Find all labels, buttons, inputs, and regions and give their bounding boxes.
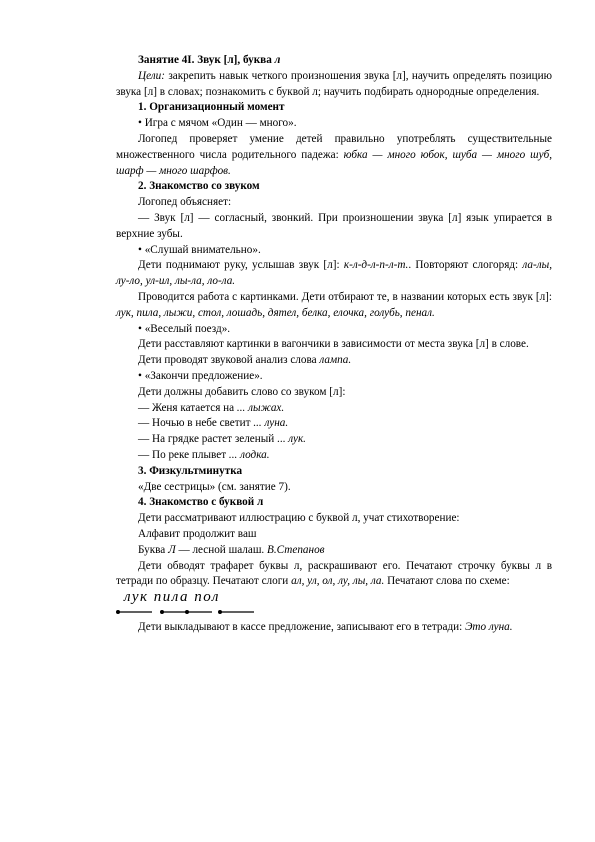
game-item: • «Слушай внимательно». bbox=[138, 243, 261, 256]
section-3-heading: 3. Физкультминутка bbox=[138, 464, 243, 477]
poem-line: Алфавит продолжит ваш bbox=[138, 527, 257, 540]
section-1-heading: 1. Организационный момент bbox=[138, 101, 285, 114]
list-item: — По реке плывет ... лодка. bbox=[138, 448, 270, 461]
scheme-words: лук пила пол bbox=[124, 589, 220, 606]
paragraph: Логопед проверяет умение детей правильно употреблять существительные множественного числа родительного падежа: юбка — много юбок, шуба — много шуб, шарф — много шарфов. bbox=[116, 132, 552, 177]
game-item: • «Веселый поезд». bbox=[138, 322, 231, 335]
section-2-heading: 2. Знакомство со звуком bbox=[138, 180, 260, 193]
paragraph: Дети обводят трафарет буквы л, раскрашивают его. Печатают строчку буквы л в тетради по образцу. Печатают слоги ал, ул, ол, лу, лы, ла. Печатают слова по схеме: bbox=[116, 559, 552, 588]
paragraph: Дети поднимают руку, услышав звук [л]: к-л-д-л-п-л-т.. Повторяют слогоряд: ла-лы, лу-ло, ул-ил, лы-ла, ло-ла. bbox=[116, 259, 553, 288]
list-item: — Женя катается на ... лыжах. bbox=[138, 401, 285, 414]
paragraph: «Две сестрицы» (см. занятие 7). bbox=[138, 480, 291, 493]
scheme-lines bbox=[116, 606, 276, 618]
paragraph: — Звук [л] — согласный, звонкий. При произношении звука [л] язык упирается в верхние зубы. bbox=[116, 211, 552, 240]
paragraph: Дети должны добавить слово со звуком [л]: bbox=[138, 385, 346, 398]
lesson-title: Занятие 4I. Звук [л], буква л bbox=[138, 54, 281, 66]
paragraph: Проводится работа с картинками. Дети отбирают те, в названии которых есть звук [л]: лук, пила, лыжи, стол, лошадь, дятел, белка, елочка, голубь, пенал. bbox=[116, 290, 552, 319]
goals-paragraph: Цели: закрепить навык четкого произношения звука [л], научить определять позицию звука [л] в словах; познакомить с буквой л; научить подбирать однородные определения. bbox=[116, 69, 552, 98]
paragraph: Дети проводят звуковой анализ слова лампа. bbox=[138, 354, 352, 367]
game-item: • Игра с мячом «Один — много». bbox=[138, 117, 297, 130]
game-item: • «Закончи предложение». bbox=[138, 369, 263, 382]
section-4-heading: 4. Знакомство с буквой л bbox=[138, 496, 264, 509]
paragraph: Логопед объясняет: bbox=[138, 196, 232, 209]
paragraph: Дети рассматривают иллюстрацию с буквой л, учат стихотворение: bbox=[138, 512, 460, 525]
word-scheme bbox=[116, 590, 552, 620]
lesson-content bbox=[116, 53, 552, 636]
paragraph: Дети выкладывают в кассе предложение, записывают его в тетради: Это луна. bbox=[138, 621, 513, 634]
list-item: — Ночью в небе светит ... луна. bbox=[138, 417, 289, 430]
list-item: — На грядке растет зеленый ... лук. bbox=[138, 433, 306, 446]
paragraph: Дети расставляют картинки в вагончики в зависимости от места звука [л] в слове. bbox=[138, 338, 529, 351]
poem-line: Буква Л — лесной шалаш. В.Степанов bbox=[138, 543, 325, 556]
